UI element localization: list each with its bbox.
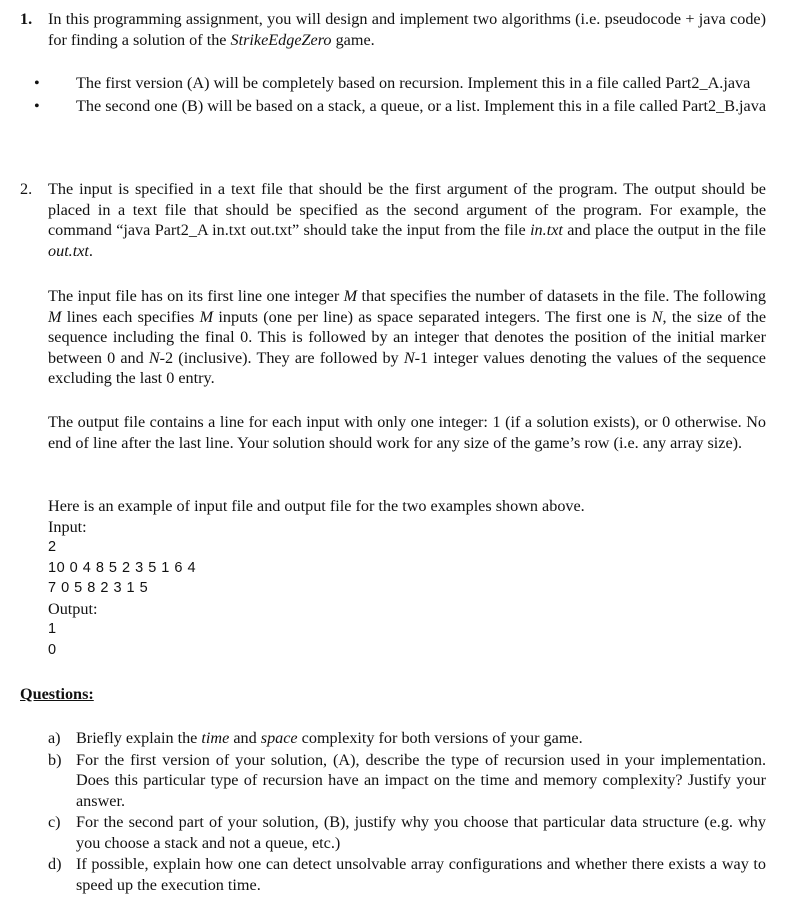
question-item xyxy=(48,728,766,749)
input-line: 10 0 4 8 5 2 3 5 1 6 4 xyxy=(48,559,197,576)
questions-heading: Questions: xyxy=(20,685,94,703)
question-letter: b) xyxy=(48,750,62,769)
question-text: For the second part of your solution, (B), justify why you choose that particular data structure (e.g. why you choose a stack and not a queue, etc.) xyxy=(76,813,766,852)
var-n: N xyxy=(148,348,160,367)
var-n: N xyxy=(651,307,663,326)
question-emphasis: space xyxy=(260,729,298,747)
p2-text-d: inputs (one per line) as space separated integers. The first one is xyxy=(213,307,652,326)
input-line: 7 0 5 8 2 3 1 5 xyxy=(48,580,149,596)
item-2-paragraph-1 xyxy=(48,179,766,261)
game-name: StrikeEdgeZero xyxy=(230,30,332,49)
var-m: M xyxy=(343,287,358,305)
p1-text-b: and place the output in the file xyxy=(562,221,766,239)
bullet-marker: • xyxy=(34,96,40,115)
p1-text-a: The input is specified in a text file that should be the first argument of the program. The output should be placed in a text file that should be specified as the second argument of the program. For example, the command “java Part2_A in.txt out.txt” should take the input from the file xyxy=(48,180,766,239)
item-2-paragraph-3: The output file contains a line for each input with only one integer: 1 (if a solution exists), or 0 otherwise. No end of line after the last line. Your solution should work for any size of the game’s row (i.e. any array size). xyxy=(48,413,766,452)
question-text: complexity for both versions of your game. xyxy=(297,729,583,747)
output-line: 0 xyxy=(48,641,57,658)
p2-text-a: The input file has on its first line one integer xyxy=(48,287,344,305)
item-1-number: 1. xyxy=(20,10,33,28)
item-2-paragraph-2-block xyxy=(48,286,766,389)
question-item xyxy=(48,750,766,812)
bullet-text: The second one (B) will be based on a stack, a queue, or a list. Implement this in a file called Part2_B.java xyxy=(76,96,767,115)
item-1-bullet-list xyxy=(34,73,767,118)
question-text: If possible, explain how one can detect unsolvable array configurations and whether there exists a way to speed up the execution time. xyxy=(76,855,766,894)
output-label: Output: xyxy=(48,599,98,618)
p2-text-g: -1 integer values denoting the values of the sequence excluding the last 0 entry. xyxy=(48,348,766,387)
item-2-paragraph-4: Here is an example of input file and output file for the two examples shown above. xyxy=(48,497,585,515)
item-2-paragraph-3-block xyxy=(48,412,766,453)
question-item xyxy=(48,854,766,895)
var-m: M xyxy=(48,307,62,326)
p1-text-c: . xyxy=(88,241,93,260)
out-file-name: out.txt xyxy=(48,241,89,260)
item-2-example-block xyxy=(48,496,766,660)
item-2-number: 2. xyxy=(20,180,33,198)
question-letter: d) xyxy=(48,855,62,873)
bullet-item xyxy=(34,96,767,117)
item-1-text-a: In this programming assignment, you will design and implement two algorithms (i.e. pseudocode + java code) for finding a solution of the xyxy=(48,10,766,49)
question-text: and xyxy=(229,729,261,747)
var-m: M xyxy=(199,307,214,326)
bullet-item xyxy=(34,73,766,94)
p2-text-b: that specifies the number of datasets in the file. The following xyxy=(357,287,766,305)
question-emphasis: time xyxy=(201,729,230,747)
p2-text-e: , the size of the sequence including the final 0. This is followed by an integer that denotes the position of the initial marker between 0 and xyxy=(48,307,767,367)
p2-text-f: -2 (inclusive). They are followed by xyxy=(159,348,404,367)
question-text: Briefly explain the xyxy=(76,729,202,747)
questions-list xyxy=(48,728,766,896)
question-item xyxy=(48,812,766,853)
question-letter: a) xyxy=(48,729,61,747)
question-letter: c) xyxy=(48,813,61,831)
output-line: 1 xyxy=(48,621,57,637)
item-2-paragraph-2 xyxy=(48,286,766,389)
input-line: 2 xyxy=(48,539,57,555)
in-file-name: in.txt xyxy=(530,221,563,239)
var-n: N xyxy=(403,348,415,367)
item-1-text xyxy=(48,9,766,50)
bullet-marker: • xyxy=(34,74,40,92)
bullet-text: The first version (A) will be completely based on recursion. Implement this in a file called Part2_A.java xyxy=(76,74,751,92)
item-1-text-b: game. xyxy=(331,30,375,49)
question-text: For the first version of your solution, (A), describe the type of recursion used in your implementation. Does this particular type of recursion have an impact on the time and memory complexity? Justify your answer. xyxy=(76,750,766,810)
p2-text-c: lines each specifies xyxy=(61,307,200,326)
input-label: Input: xyxy=(48,517,87,536)
